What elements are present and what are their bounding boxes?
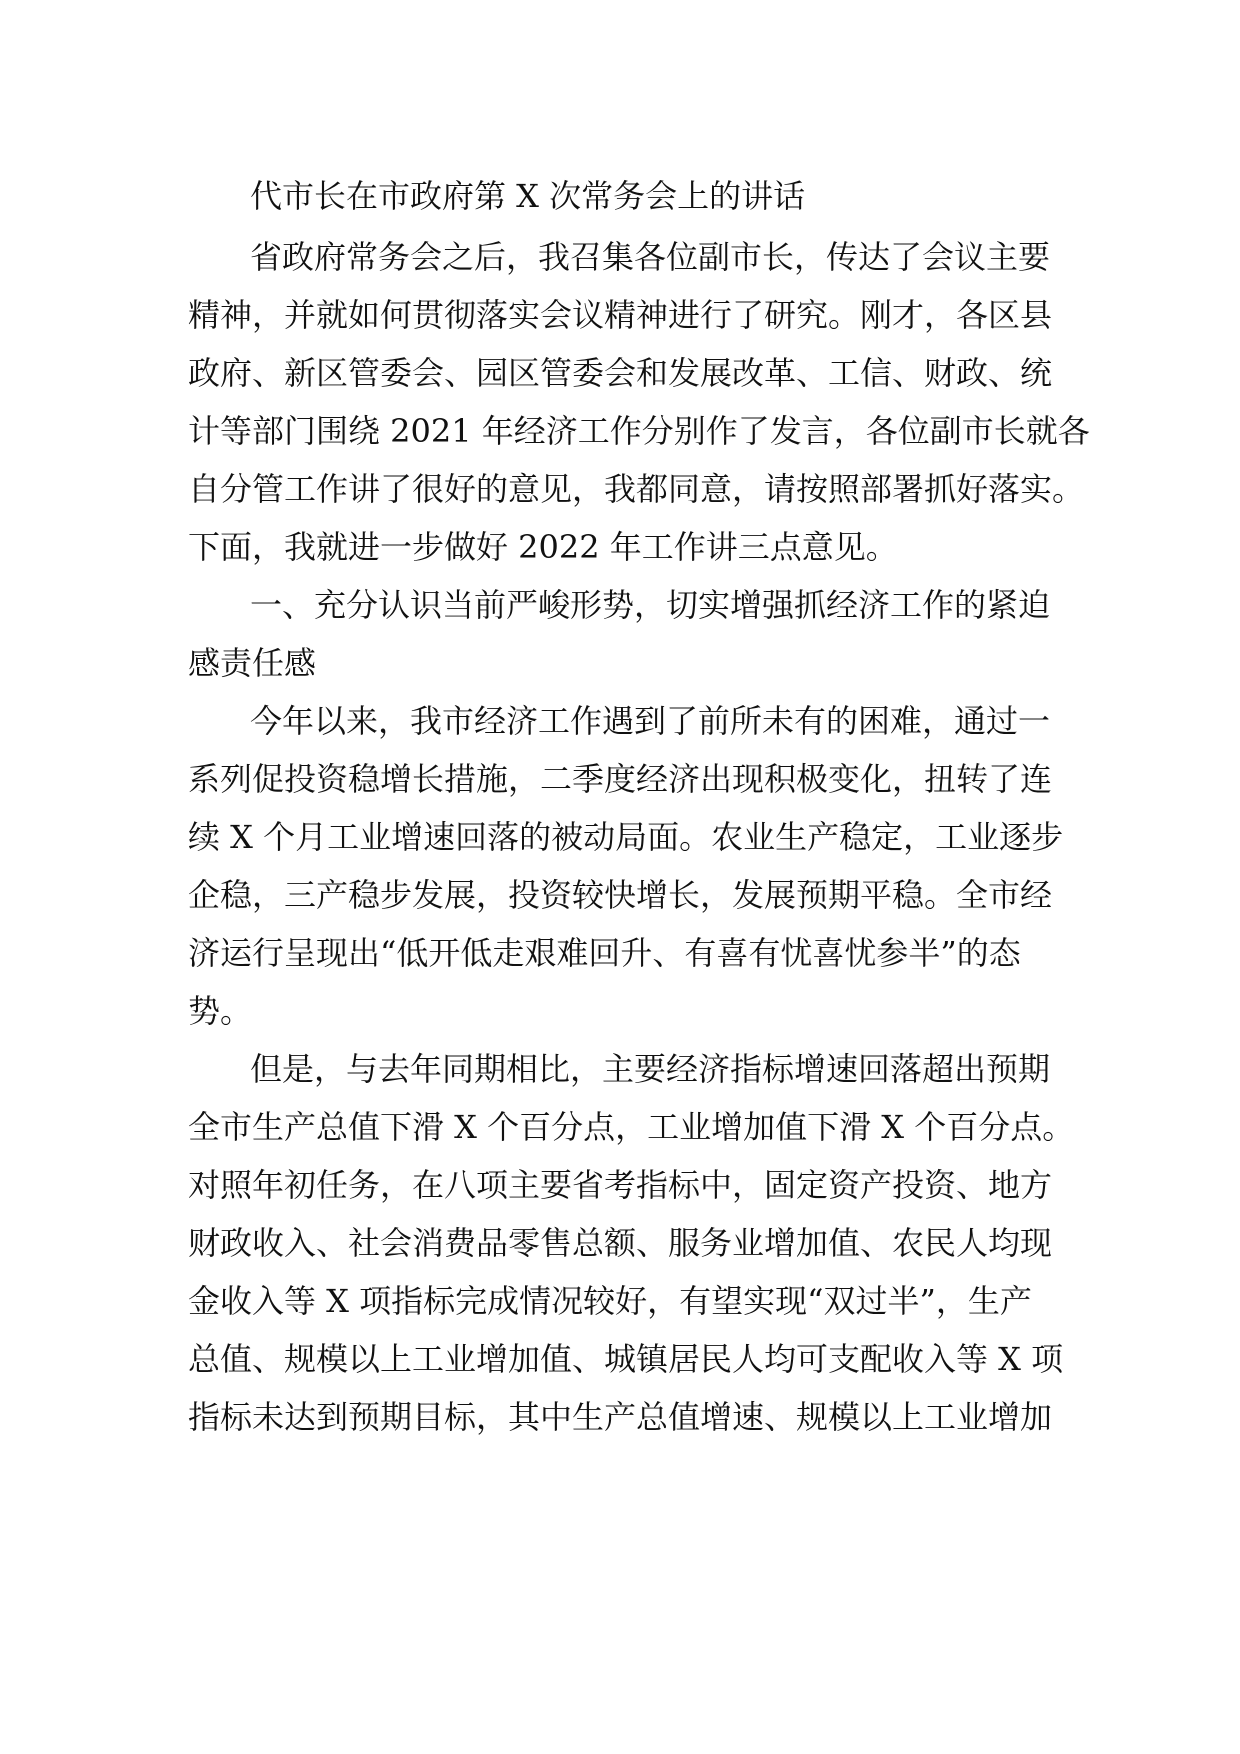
paragraph-line: 全市生产总值下滑 X 个百分点，工业增加值下滑 X 个百分点。 <box>188 1108 1075 1146</box>
paragraph-line: 今年以来，我市经济工作遇到了前所未有的困难，通过一 <box>250 702 1051 740</box>
paragraph-line: 精神，并就如何贯彻落实会议精神进行了研究。刚才，各区县 <box>188 296 1053 334</box>
paragraph-line: 系列促投资稳增长措施，二季度经济出现积极变化，扭转了连 <box>188 760 1053 798</box>
paragraph-line: 指标未达到预期目标，其中生产总值增速、规模以上工业增加 <box>188 1398 1053 1436</box>
paragraph-line: 对照年初任务，在八项主要省考指标中，固定资产投资、地方 <box>188 1166 1053 1204</box>
paragraph-line: 自分管工作讲了很好的意见，我都同意，请按照部署抓好落实。 <box>188 470 1085 508</box>
paragraph-line: 势。 <box>188 992 253 1030</box>
paragraph-line: 政府、新区管委会、园区管委会和发展改革、工信、财政、统 <box>188 354 1053 392</box>
section-heading-line: 感责任感 <box>188 644 317 682</box>
paragraph-line: 续 X 个月工业增速回落的被动局面。农业生产稳定，工业逐步 <box>188 818 1064 856</box>
paragraph-line: 总值、规模以上工业增加值、城镇居民人均可支配收入等 X 项 <box>188 1340 1064 1378</box>
paragraph-line: 省政府常务会之后，我召集各位副市长，传达了会议主要 <box>250 238 1051 276</box>
document-title: 代市长在市政府第 X 次常务会上的讲话 <box>250 177 806 215</box>
paragraph-line: 金收入等 X 项指标完成情况较好，有望实现“双过半”，生产 <box>188 1282 1032 1320</box>
paragraph-line: 企稳，三产稳步发展，投资较快增长，发展预期平稳。全市经 <box>188 876 1053 914</box>
paragraph-line: 济运行呈现出“低开低走艰难回升、有喜有忧喜忧参半”的态 <box>188 934 1021 972</box>
paragraph-line: 计等部门围绕 2021 年经济工作分别作了发言，各位副市长就各 <box>188 412 1090 450</box>
section-heading-line: 一、充分认识当前严峻形势，切实增强抓经济工作的紧迫 <box>250 586 1051 624</box>
paragraph-line: 财政收入、社会消费品零售总额、服务业增加值、农民人均现 <box>188 1224 1053 1262</box>
paragraph-line: 但是，与去年同期相比，主要经济指标增速回落超出预期 <box>250 1050 1051 1088</box>
paragraph-line: 下面，我就进一步做好 2022 年工作讲三点意见。 <box>188 528 898 566</box>
